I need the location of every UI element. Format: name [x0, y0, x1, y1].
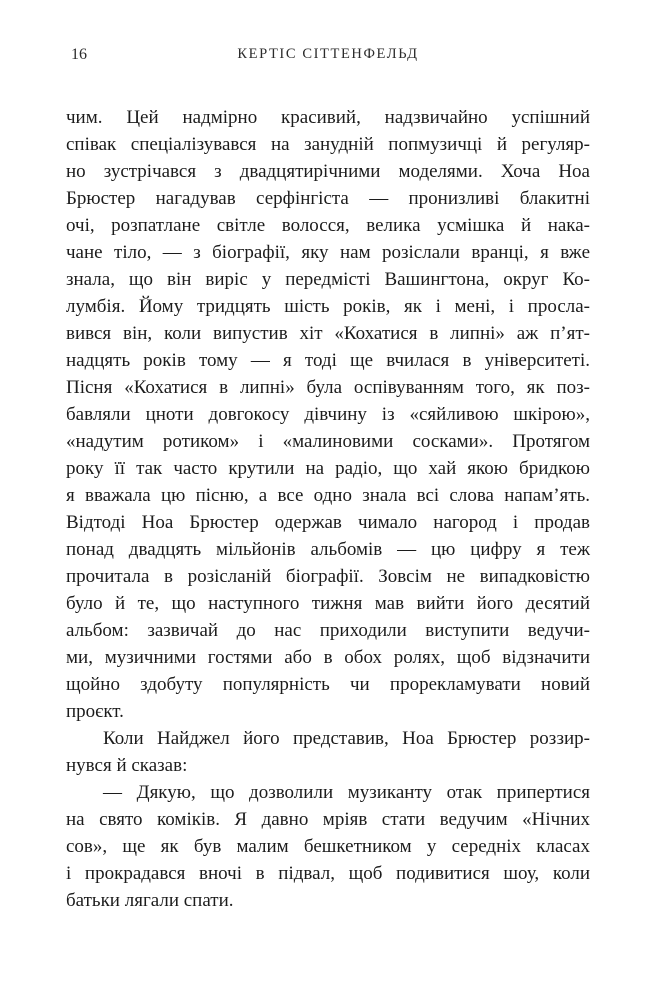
text-line: «надутим ротиком» і «малиновими сосками». Протягом — [66, 431, 590, 452]
text-line: Пісня «Кохатися в липні» була оспівуванням того, як поз- — [66, 377, 590, 398]
text-line: року її так часто крутили на радіо, що хай якою бридкою — [66, 458, 590, 479]
text-line: батьки лягали спати. — [66, 890, 234, 911]
text-line: співак спеціалізувався на занудній попмузичці й регуляр- — [66, 134, 590, 155]
text-line: проєкт. — [66, 701, 124, 722]
text-line: щойно здобуту популярність чи прорекламувати новий — [66, 674, 590, 695]
text-line: очі, розпатлане світле волосся, велика усмішка й нака- — [66, 215, 590, 236]
text-line: но зустрічався з двадцятирічними моделями. Хоча Ноа — [66, 161, 590, 182]
text-line: Відтоді Ноа Брюстер одержав чимало нагород і продав — [66, 512, 590, 533]
text-line: сов», ще як був малим бешкетником у середніх класах — [66, 836, 590, 857]
text-line: нувся й сказав: — [66, 755, 188, 776]
text-line: я вважала цю пісню, а все одно знала всі слова напам’ять. — [66, 485, 590, 506]
text-line: Коли Найджел його представив, Ноа Брюстер роззир- — [103, 728, 590, 749]
running-title: КЕРТІС СІТТЕНФЕЛЬД — [237, 46, 419, 62]
text-line: вився він, коли випустив хіт «Кохатися в липні» аж п’ят- — [66, 323, 590, 344]
text-line: знала, що він виріс у передмісті Вашингтона, округ Ко- — [66, 269, 590, 290]
page-number: 16 — [71, 46, 87, 63]
text-line: чим. Цей надмірно красивий, надзвичайно успішний — [66, 107, 590, 128]
text-line: було й те, що наступного тижня мав вийти його десятий — [66, 593, 590, 614]
text-line: лумбія. Йому тридцять шість років, як і мені, і просла- — [66, 296, 590, 317]
text-line: надцять років тому — я тоді ще вчилася в університеті. — [66, 350, 590, 371]
text-line: понад двадцять мільйонів альбомів — цю цифру я теж — [66, 539, 590, 560]
text-line: на свято коміків. Я давно мріяв стати ведучим «Нічних — [66, 809, 590, 830]
text-line: Брюстер нагадував серфінгіста — пронизливі блакитні — [66, 188, 590, 209]
text-line: ми, музичними гостями або в обох ролях, щоб відзначити — [66, 647, 590, 668]
text-line: і прокрадався вночі в підвал, щоб подивитися шоу, коли — [66, 863, 590, 884]
page-text — [66, 104, 590, 914]
page-header — [66, 46, 590, 66]
text-line: — Дякую, що дозволили музиканту отак припертися — [103, 782, 590, 803]
text-line: альбом: зазвичай до нас приходили виступити ведучи- — [66, 620, 590, 641]
text-line: бавляли цноти довгокосу дівчину із «сяйливою шкірою», — [66, 404, 590, 425]
text-line: прочитала в розісланій біографії. Зовсім не випадковістю — [66, 566, 590, 587]
text-line: чане тіло, — з біографії, яку нам розіслали вранці, я вже — [66, 242, 590, 263]
